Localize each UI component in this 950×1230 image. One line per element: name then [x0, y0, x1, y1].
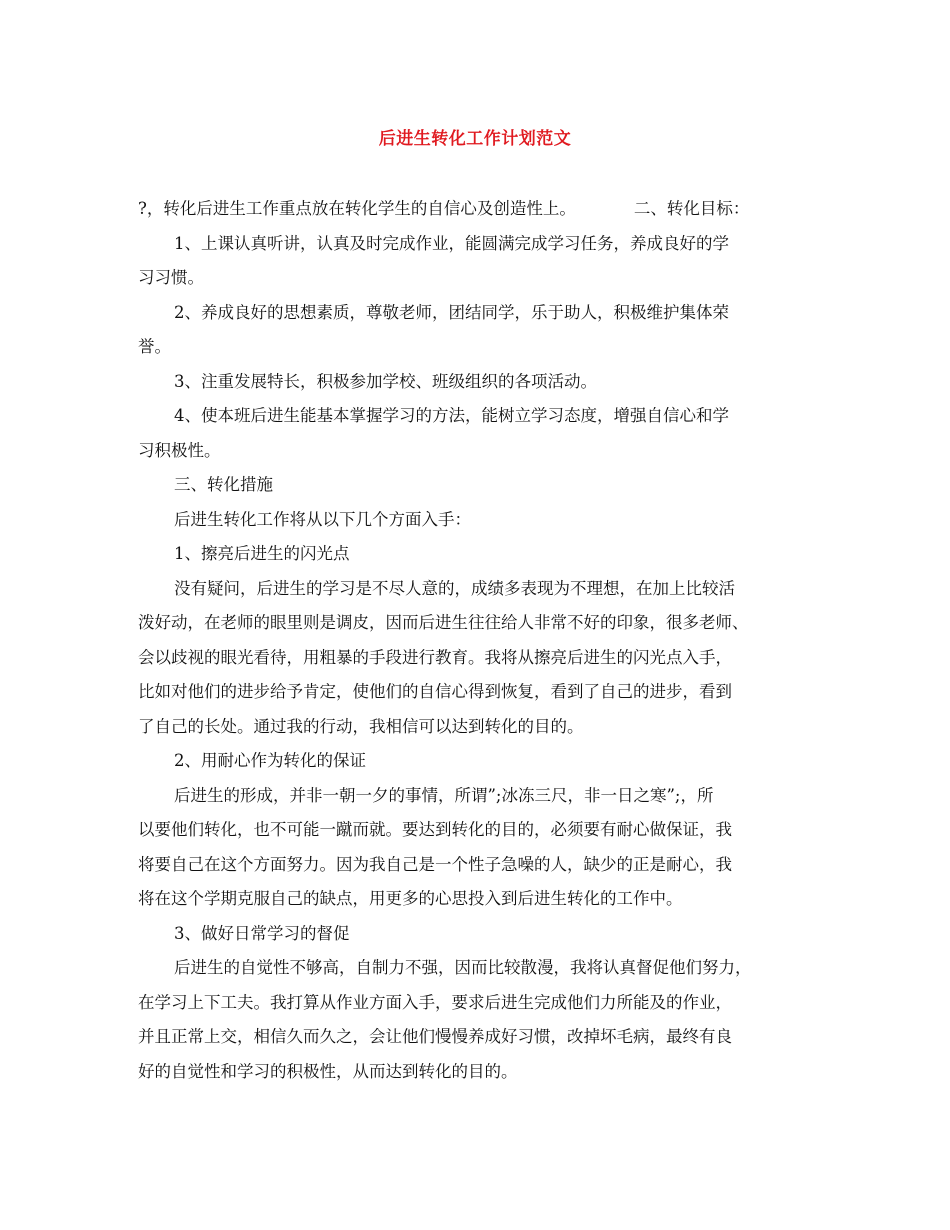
paragraph-line [138, 192, 828, 227]
paragraph-line: 会以歧视的眼光看待，用粗暴的手段进行教育。我将从擦亮后进生的闪光点入手， [138, 647, 732, 667]
paragraph-line: 1、上课认真听讲，认真及时完成作业，能圆满完成学习任务，养成良好的学 [174, 233, 729, 253]
paragraph-line: 后进生的自觉性不够高，自制力不强，因而比较散漫，我将认真督促他们努力， [174, 958, 752, 977]
subsection-heading: 3、做好日常学习的督促 [174, 923, 350, 943]
text-span: ?，转化后进生工作重点放在转化学生的自信心及创造性上。 [138, 199, 576, 218]
paragraph-line: 习习惯。 [138, 268, 204, 287]
paragraph-line: 并且正常上交，相信久而久之，会让他们慢慢养成好习惯，改掉坏毛病，最终有良 [138, 1027, 732, 1046]
paragraph-line: 好的自觉性和学习的积极性，从而达到转化的目的。 [138, 1061, 518, 1081]
paragraph-line: 在学习上下工夫。我打算从作业方面入手，要求后进生完成他们力所能及的作业， [138, 992, 732, 1012]
paragraph-line: 誉。 [138, 337, 171, 356]
paragraph-line: 后进生转化工作将从以下几个方面入手： [174, 509, 471, 529]
paragraph-line: 后进生的形成，并非一朝一夕的事情，所谓”;冰冻三尺，非一日之寒”;，所 [174, 785, 714, 805]
paragraph-line: 3、注重发展特长，积极参加学校、班级组织的各项活动。 [174, 371, 597, 391]
paragraph-line: 将要自己在这个方面努力。因为我自己是一个性子急噪的人，缺少的正是耐心，我 [138, 854, 732, 874]
paragraph-line: 比如对他们的进步给予肯定，使他们的自信心得到恢复，看到了自己的进步，看到 [138, 682, 732, 701]
paragraph-line: 习积极性。 [138, 440, 221, 460]
section-heading: 二、转化目标： [633, 199, 750, 218]
paragraph-line: 2、养成良好的思想素质，尊敬老师，团结同学，乐于助人，积极维护集体荣 [174, 302, 729, 322]
paragraph-line: 了自己的长处。通过我的行动，我相信可以达到转化的目的。 [138, 716, 584, 736]
subsection-heading: 1、擦亮后进生的闪光点 [174, 544, 350, 563]
paragraph-line: 将在这个学期克服自己的缺点，用更多的心思投入到后进生转化的工作中。 [138, 889, 683, 908]
section-heading: 三、转化措施 [174, 475, 273, 494]
paragraph-line: 以要他们转化，也不可能一蹴而就。要达到转化的目的，必须要有耐心做保证，我 [138, 820, 732, 839]
subsection-heading: 2、用耐心作为转化的保证 [174, 751, 366, 770]
document-title: 后进生转化工作计划范文 [378, 129, 572, 149]
paragraph-line: 泼好动，在老师的眼里则是调皮，因而后进生往往给人非常不好的印象，很多老师、 [138, 613, 749, 632]
document-body [138, 192, 828, 1089]
paragraph-line: 没有疑问，后进生的学习是不尽人意的，成绩多表现为不理想，在加上比较活 [174, 578, 735, 598]
paragraph-line: 4、使本班后进生能基本掌握学习的方法，能树立学习态度，增强自信心和学 [174, 406, 729, 425]
